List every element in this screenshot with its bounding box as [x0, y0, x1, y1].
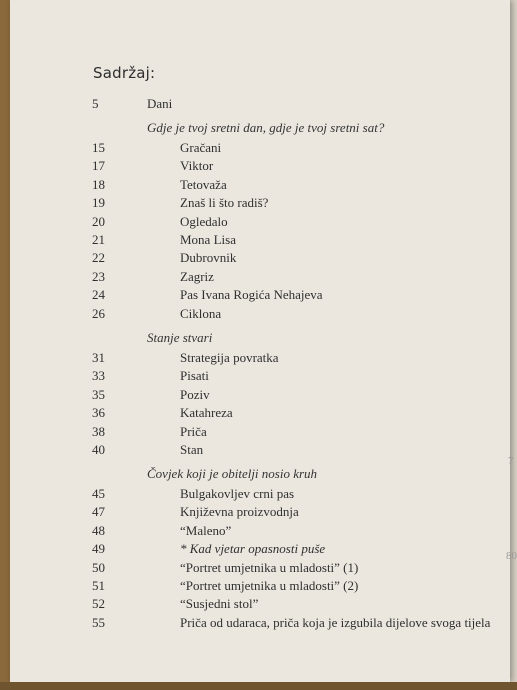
page-number: 23 — [92, 268, 105, 284]
page-number: 45 — [92, 486, 105, 501]
page-number: 21 — [92, 232, 105, 247]
toc-entry — [10, 250, 510, 268]
table-surface — [0, 682, 517, 690]
toc-entry — [10, 578, 510, 596]
page-number: 51 — [92, 578, 105, 593]
entry-label: Tetovaža — [180, 176, 227, 192]
page-number: 19 — [92, 195, 105, 211]
toc-entry — [10, 486, 510, 504]
entry-label: Mona Lisa — [180, 232, 236, 247]
page-number: 36 — [92, 405, 105, 421]
page-number: 18 — [92, 176, 105, 192]
page-number: 31 — [92, 350, 105, 365]
entry-label: “Portret umjetnika u mladosti” (1) — [180, 559, 359, 575]
entry-label: Gračani — [180, 140, 222, 155]
entry-label: Katahreza — [180, 405, 233, 421]
entry-label: Zagriz — [180, 268, 214, 284]
toc-entry — [10, 523, 510, 541]
entry-label: Poziv — [180, 386, 210, 402]
page-number: 35 — [92, 386, 105, 402]
toc-entry — [10, 269, 510, 287]
entry-label: Stan — [180, 442, 204, 457]
entry-label: Priča od udaraca, priča koja je izgubila dijelove svoga tijela — [180, 614, 491, 630]
entry-label: Viktor — [180, 158, 214, 174]
toc-entry — [10, 596, 510, 614]
entry-label: Strategija povratka — [180, 350, 279, 365]
page-number: 49 — [92, 541, 105, 557]
toc-entry — [10, 287, 510, 305]
toc-entry — [10, 387, 510, 405]
toc-entry — [10, 140, 510, 158]
book-page — [10, 0, 510, 682]
section-heading: Gdje je tvoj sretni dan, gdje je tvoj sretni sat? — [147, 120, 385, 135]
toc-entry — [10, 232, 510, 250]
toc-entry — [10, 424, 510, 442]
entry-label: Dani — [147, 96, 173, 111]
toc-entry — [10, 96, 510, 114]
toc-entry — [10, 504, 510, 522]
page-number: 5 — [92, 96, 99, 111]
toc-entry — [10, 615, 510, 633]
page-number: 50 — [92, 559, 105, 575]
entry-label: Ogledalo — [180, 213, 228, 229]
page-number: 15 — [92, 140, 105, 155]
toc-entry — [10, 195, 510, 213]
entry-label: Bulgakovljev crni pas — [180, 486, 295, 501]
toc-entry — [10, 368, 510, 386]
toc-entry — [10, 405, 510, 423]
toc-entry — [10, 541, 510, 559]
entry-label: * Kad vjetar opasnosti puše — [180, 541, 326, 557]
toc-entry — [10, 177, 510, 195]
page-number: 20 — [92, 213, 105, 229]
page-number: 55 — [92, 614, 105, 630]
toc-entry — [10, 158, 510, 176]
toc-entry — [10, 350, 510, 368]
toc-entry — [10, 214, 510, 232]
page-number: 33 — [92, 368, 105, 384]
page-number: 38 — [92, 423, 105, 439]
entry-label: Književna proizvodnja — [180, 504, 299, 520]
entry-label: “Maleno” — [180, 522, 232, 538]
page-number: 24 — [92, 287, 105, 303]
entry-label: Dubrovnik — [180, 250, 237, 266]
page-number: 47 — [92, 504, 105, 520]
entry-label: Pas Ivana Rogića Nehajeva — [180, 287, 323, 303]
entry-label: Pisati — [180, 368, 209, 384]
page-number: 52 — [92, 596, 105, 612]
page-number: 22 — [92, 250, 105, 266]
toc-entry — [10, 560, 510, 578]
entry-label: Znaš li što radiš? — [180, 195, 269, 211]
section-heading: Stanje stvari — [147, 330, 213, 345]
page-number: 17 — [92, 158, 105, 174]
page-number: 40 — [92, 442, 105, 457]
entry-label: Priča — [180, 423, 207, 439]
toc-entry — [10, 442, 510, 460]
page-title: Sadržaj: — [93, 64, 156, 82]
entry-label: Ciklona — [180, 305, 222, 321]
section-heading: Čovjek koji je obitelji nosio kruh — [147, 466, 318, 481]
edge-mark: 7 — [508, 455, 514, 467]
entry-label: “Susjedni stol” — [180, 596, 259, 612]
edge-mark: 80 — [506, 550, 517, 562]
page-number: 48 — [92, 522, 105, 538]
toc-entry — [10, 306, 510, 324]
entry-label: “Portret umjetnika u mladosti” (2) — [180, 578, 359, 593]
page-number: 26 — [92, 305, 105, 321]
